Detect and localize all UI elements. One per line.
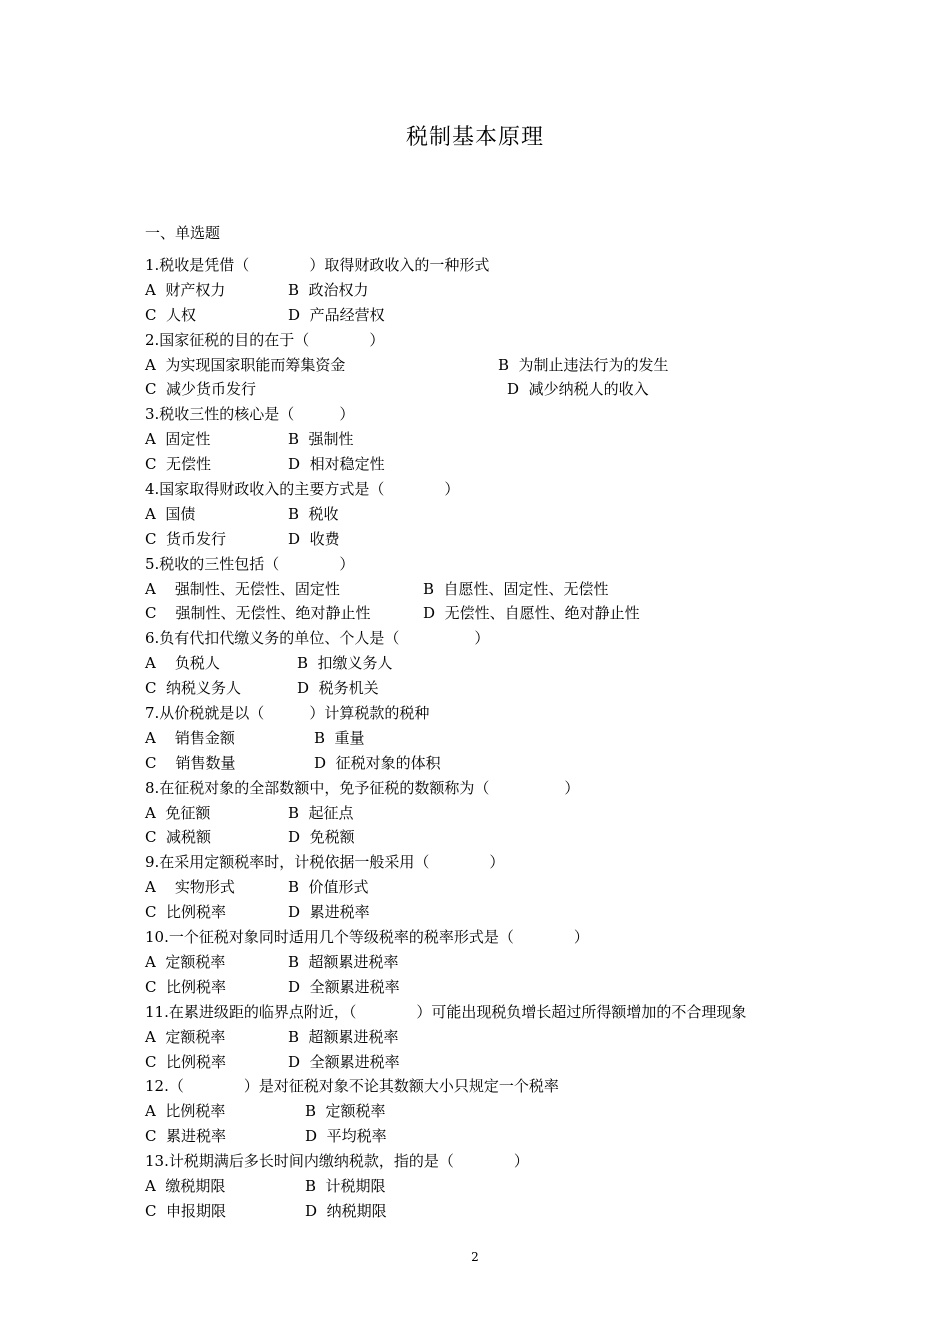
- option-d: D 产品经营权: [288, 305, 385, 324]
- option-c: C 货币发行: [145, 529, 227, 548]
- option-c: C 减税额: [145, 828, 212, 847]
- option-a: A 实物形式: [145, 878, 235, 897]
- options-row: [145, 1050, 845, 1075]
- option-d: D 累进税率: [288, 903, 370, 922]
- option-b: B 自愿性、固定性、无偿性: [423, 579, 609, 598]
- option-a: A 定额税率: [145, 952, 226, 971]
- options-row: [145, 427, 845, 452]
- question-stem: 1.税收是凭借（ ）取得财政收入的一种形式: [145, 256, 490, 274]
- option-d: D 无偿性、自愿性、绝对静止性: [423, 604, 640, 623]
- options-row: [145, 377, 845, 402]
- options-row: [145, 651, 845, 676]
- option-a: A 比例税率: [145, 1102, 226, 1121]
- document-title: 税制基本原理: [405, 125, 544, 150]
- question-stem: 3.税收三性的核心是（ ）: [145, 405, 355, 424]
- options-row: [145, 825, 845, 850]
- options-row: [145, 1099, 845, 1124]
- question-list: [145, 253, 845, 1224]
- option-b: B 为制止违法行为的发生: [498, 355, 669, 374]
- options-row: [145, 1025, 845, 1050]
- options-row: [145, 1199, 845, 1224]
- question-stem: 5.税收的三性包括（ ）: [145, 554, 355, 573]
- options-row: [145, 502, 845, 527]
- question-stem: 4.国家取得财政收入的主要方式是（ ）: [145, 480, 460, 499]
- option-d: D 全额累进税率: [288, 977, 400, 996]
- option-c: C 比例税率: [145, 903, 227, 922]
- option-b: B 重量: [314, 728, 365, 747]
- option-c: C 申报期限: [145, 1201, 227, 1220]
- option-c: C 减少货币发行: [145, 380, 257, 399]
- options-row: [145, 875, 845, 900]
- option-b: B 扣缴义务人: [297, 654, 393, 673]
- option-a: A 销售金额: [145, 728, 235, 747]
- option-c: C 人权: [145, 305, 197, 324]
- page-number: 2: [471, 1250, 479, 1264]
- question-stem: 7.从价税就是以（ ）计算税款的税种: [145, 704, 430, 723]
- question-stem: 6.负有代扣代缴义务的单位、个人是（ ）: [145, 629, 490, 648]
- option-d: D 免税额: [288, 828, 355, 847]
- option-b: B 起征点: [288, 803, 354, 822]
- section-heading: 一、单选题: [145, 224, 221, 242]
- option-b: B 价值形式: [288, 878, 369, 897]
- option-c: C 比例税率: [145, 977, 227, 996]
- option-d: D 减少纳税人的收入: [507, 380, 649, 399]
- question-stem: 12.（ ）是对征税对象不论其数额大小只规定一个税率: [145, 1077, 559, 1096]
- question-stem: 8.在征税对象的全部数额中，免予征税的数额称为（ ）: [145, 778, 580, 797]
- options-row: [145, 1124, 845, 1149]
- option-d: D 纳税期限: [305, 1201, 387, 1220]
- option-b: B 超额累进税率: [288, 952, 399, 971]
- option-d: D 全额累进税率: [288, 1052, 400, 1071]
- option-a: A 强制性、无偿性、固定性: [145, 579, 340, 598]
- option-d: D 征税对象的体积: [314, 753, 441, 772]
- question-stem: 9.在采用定额税率时，计税依据一般采用（ ）: [145, 853, 505, 872]
- options-row: [145, 975, 845, 1000]
- question-stem: 11.在累进级距的临界点附近，（ ）可能出现税负增长超过所得额增加的不合理现象: [145, 1002, 747, 1021]
- option-c: C 无偿性: [145, 455, 212, 474]
- question-stem: 13.计税期满后多长时间内缴纳税款，指的是（ ）: [145, 1152, 529, 1171]
- option-a: A 固定性: [145, 430, 211, 449]
- option-d: D 税务机关: [297, 679, 379, 698]
- option-c: C 强制性、无偿性、绝对静止性: [145, 604, 371, 623]
- option-d: D 平均税率: [305, 1127, 387, 1146]
- option-c: C 累进税率: [145, 1127, 227, 1146]
- options-row: [145, 353, 845, 378]
- option-a: A 财产权力: [145, 280, 226, 299]
- option-a: A 免征额: [145, 803, 211, 822]
- option-a: A 定额税率: [145, 1027, 226, 1046]
- option-b: B 定额税率: [305, 1102, 386, 1121]
- option-d: D 相对稳定性: [288, 455, 385, 474]
- options-row: [145, 303, 845, 328]
- option-d: D 收费: [288, 529, 340, 548]
- option-c: C 销售数量: [145, 753, 236, 772]
- options-row: [145, 801, 845, 826]
- options-row: [145, 577, 845, 602]
- option-a: A 负税人: [145, 654, 220, 673]
- option-c: C 比例税率: [145, 1052, 227, 1071]
- option-c: C 纳税义务人: [145, 679, 242, 698]
- options-row: [145, 950, 845, 975]
- options-row: [145, 726, 845, 751]
- options-row: [145, 601, 845, 626]
- option-b: B 超额累进税率: [288, 1027, 399, 1046]
- option-a: A 为实现国家职能而筹集资金: [145, 355, 346, 374]
- options-row: [145, 900, 845, 925]
- option-b: B 政治权力: [288, 280, 369, 299]
- options-row: [145, 1174, 845, 1199]
- options-row: [145, 676, 845, 701]
- options-row: [145, 751, 845, 776]
- question-stem: 10.一个征税对象同时适用几个等级税率的税率形式是（ ）: [145, 928, 589, 947]
- question-stem: 2.国家征税的目的在于（ ）: [145, 330, 385, 349]
- option-b: B 计税期限: [305, 1176, 386, 1195]
- option-b: B 强制性: [288, 430, 354, 449]
- option-b: B 税收: [288, 504, 339, 523]
- options-row: [145, 527, 845, 552]
- options-row: [145, 278, 845, 303]
- option-a: A 缴税期限: [145, 1176, 226, 1195]
- option-a: A 国债: [145, 504, 196, 523]
- options-row: [145, 452, 845, 477]
